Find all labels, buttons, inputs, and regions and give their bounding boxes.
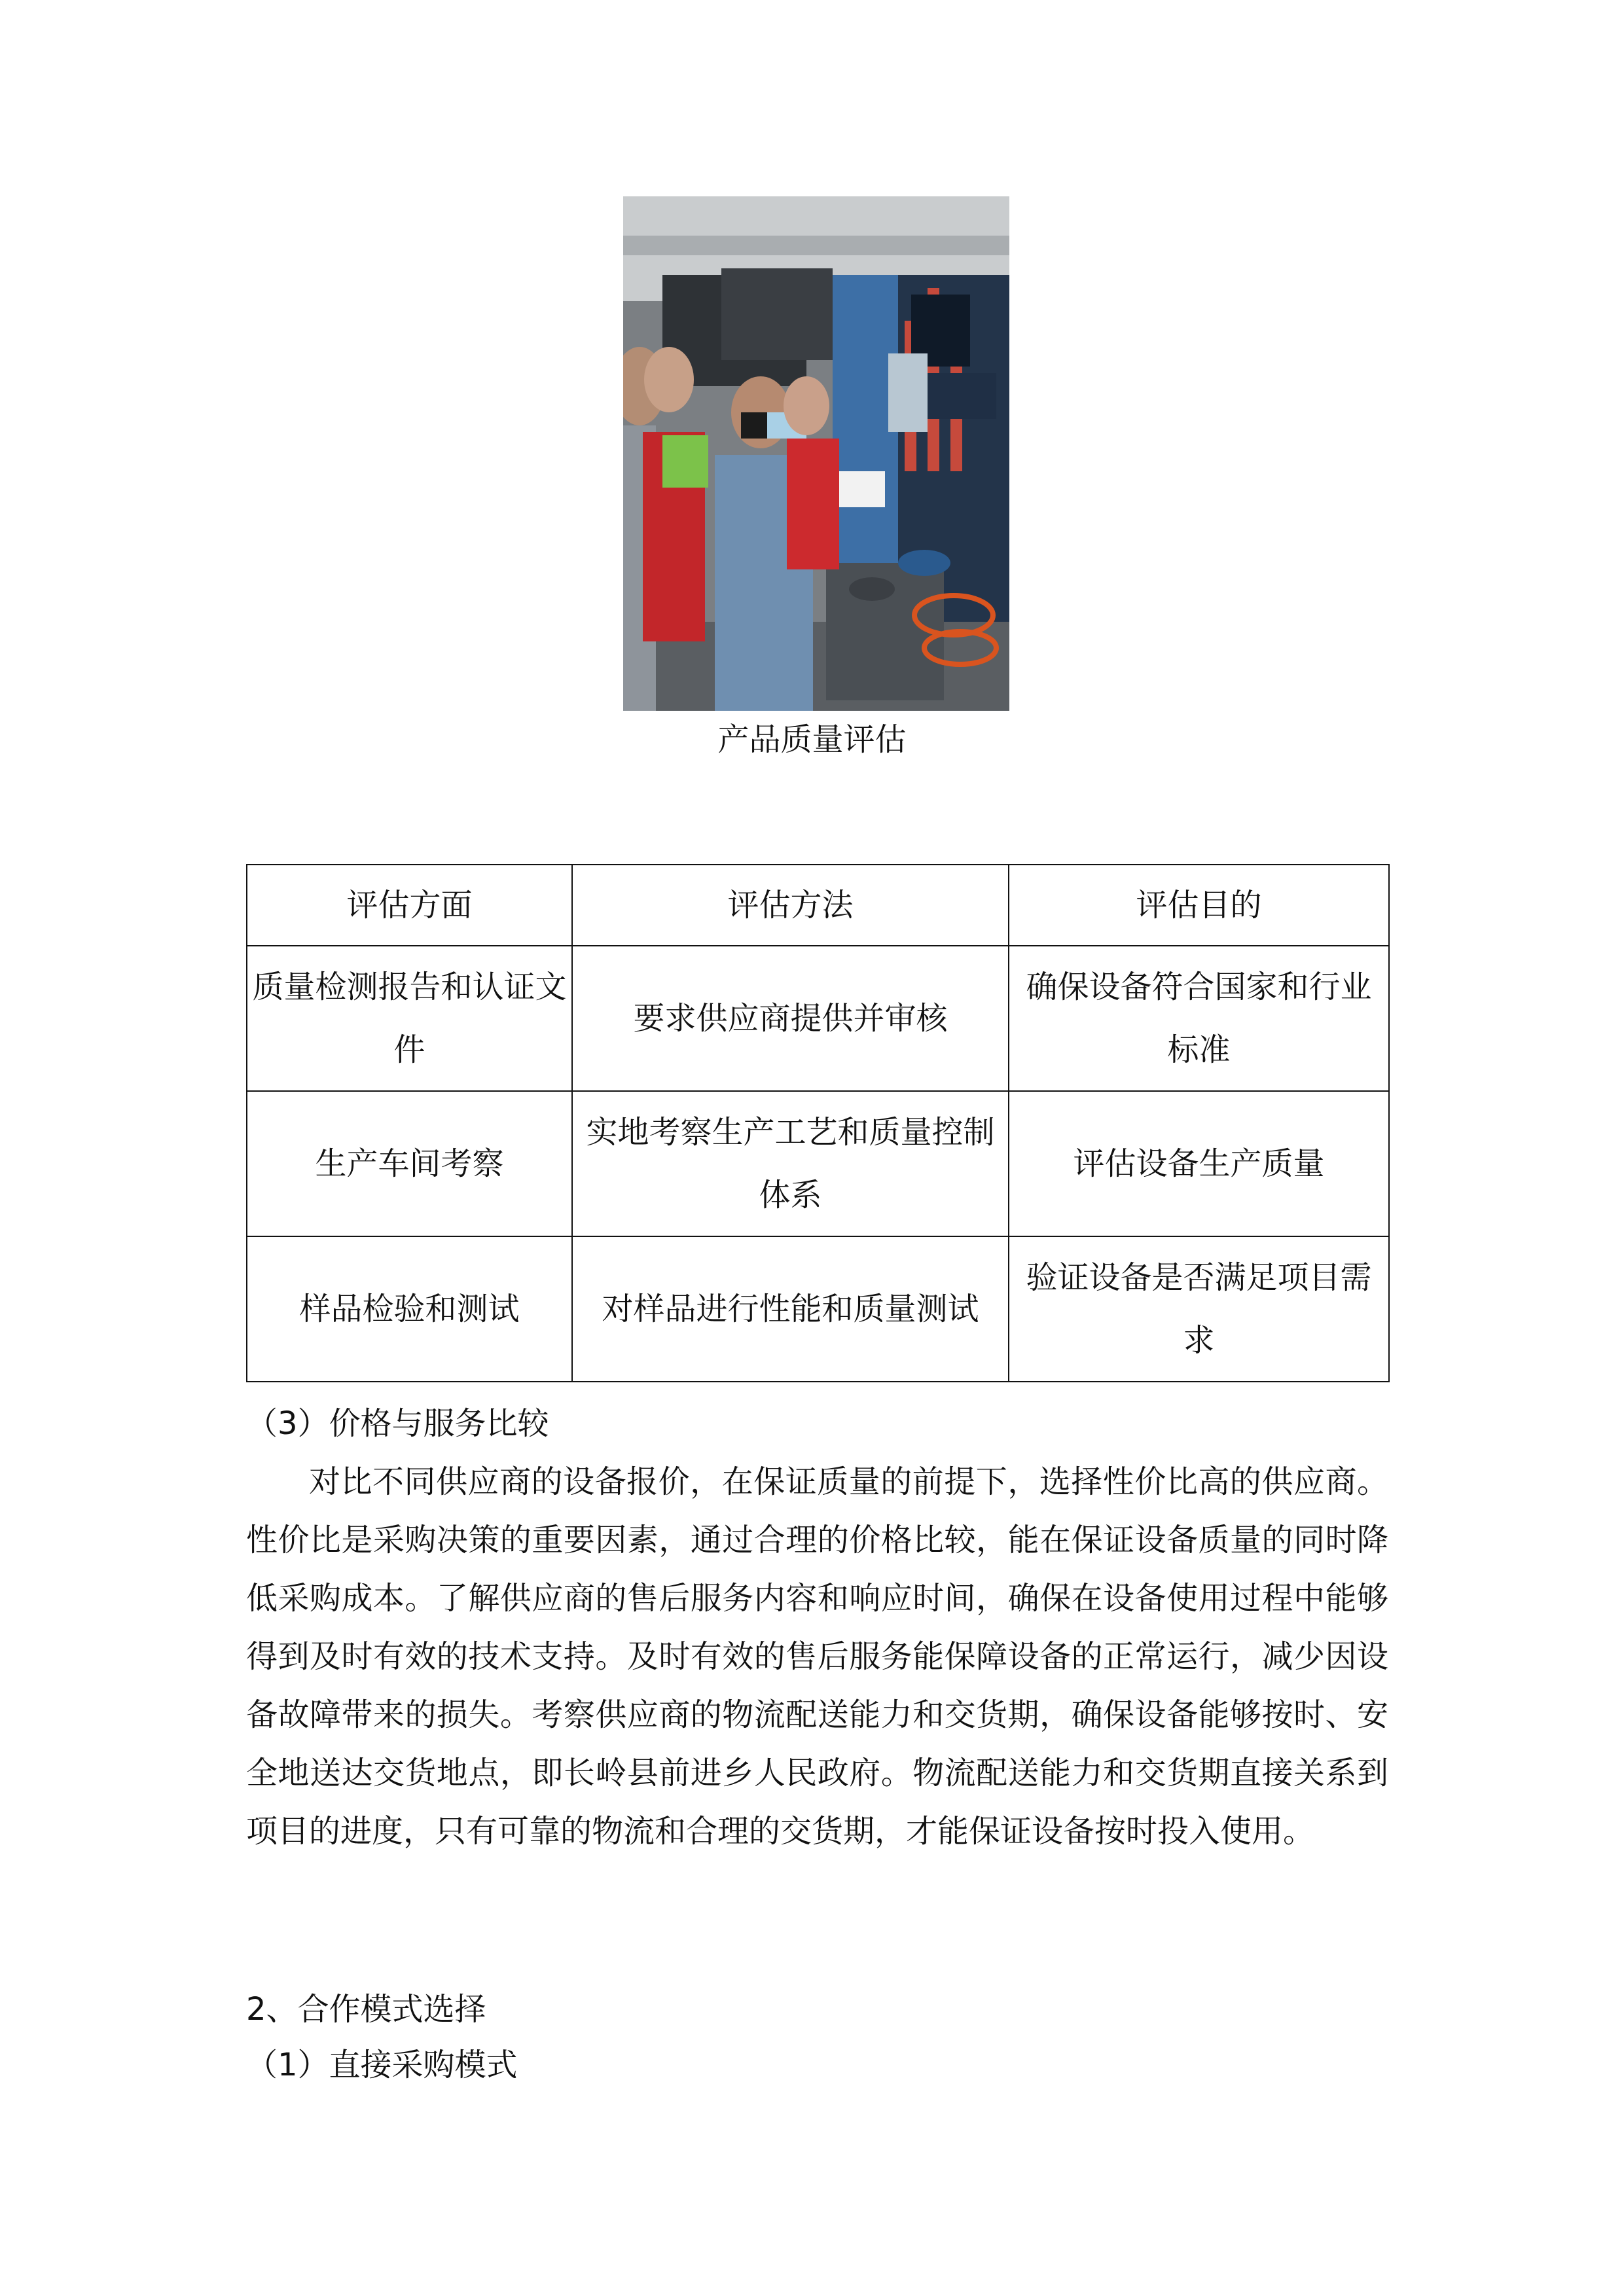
- table-cell: 实地考察生产工艺和质量控制体系: [572, 1091, 1009, 1236]
- section-2-heading: 2、合作模式选择: [246, 1991, 486, 2028]
- table-cell: 质量检测报告和认证文件: [247, 946, 572, 1091]
- evaluation-table: [246, 864, 1390, 1382]
- table-header-row: [247, 865, 1389, 946]
- table-cell: 生产车间考察: [247, 1091, 572, 1236]
- table-header-cell: 评估方法: [572, 865, 1009, 946]
- section-2-subheading: （1）直接采购模式: [246, 2047, 518, 2083]
- table-row: [247, 946, 1389, 1091]
- photo-illustration: [623, 196, 1009, 711]
- factory-inspection-photo: [623, 196, 1009, 711]
- table-cell: 确保设备符合国家和行业标准: [1009, 946, 1389, 1091]
- table-header-cell: 评估方面: [247, 865, 572, 946]
- table-cell: 验证设备是否满足项目需求: [1009, 1236, 1389, 1382]
- figure-caption: 产品质量评估: [717, 721, 907, 758]
- table-header-cell: 评估目的: [1009, 865, 1389, 946]
- table-cell: 对样品进行性能和质量测试: [572, 1236, 1009, 1382]
- section-3-paragraph: 对比不同供应商的设备报价，在保证质量的前提下，选择性价比高的供应商。性价比是采购决策的重要因素，通过合理的价格比较，能在保证设备质量的同时降低采购成本。了解供应商的售后服务内容和响应时间，确保在设备使用过程中能够得到及时有效的技术支持。及时有效的售后服务能保障设备的正常运行，减少因设备故障带来的损失。考察供应商的物流配送能力和交货期，确保设备能够按时、安全地送达交货地点，即长岭县前进乡人民政府。物流配送能力和交货期直接关系到项目的进度，只有可靠的物流和合理的交货期，才能保证设备按时投入使用。: [246, 1463, 1388, 1850]
- table-row: [247, 1236, 1389, 1382]
- table-row: [247, 1091, 1389, 1236]
- table-cell: 要求供应商提供并审核: [572, 946, 1009, 1091]
- table-cell: 评估设备生产质量: [1009, 1091, 1389, 1236]
- table-cell: 样品检验和测试: [247, 1236, 572, 1382]
- section-3-heading: （3）价格与服务比较: [246, 1405, 549, 1442]
